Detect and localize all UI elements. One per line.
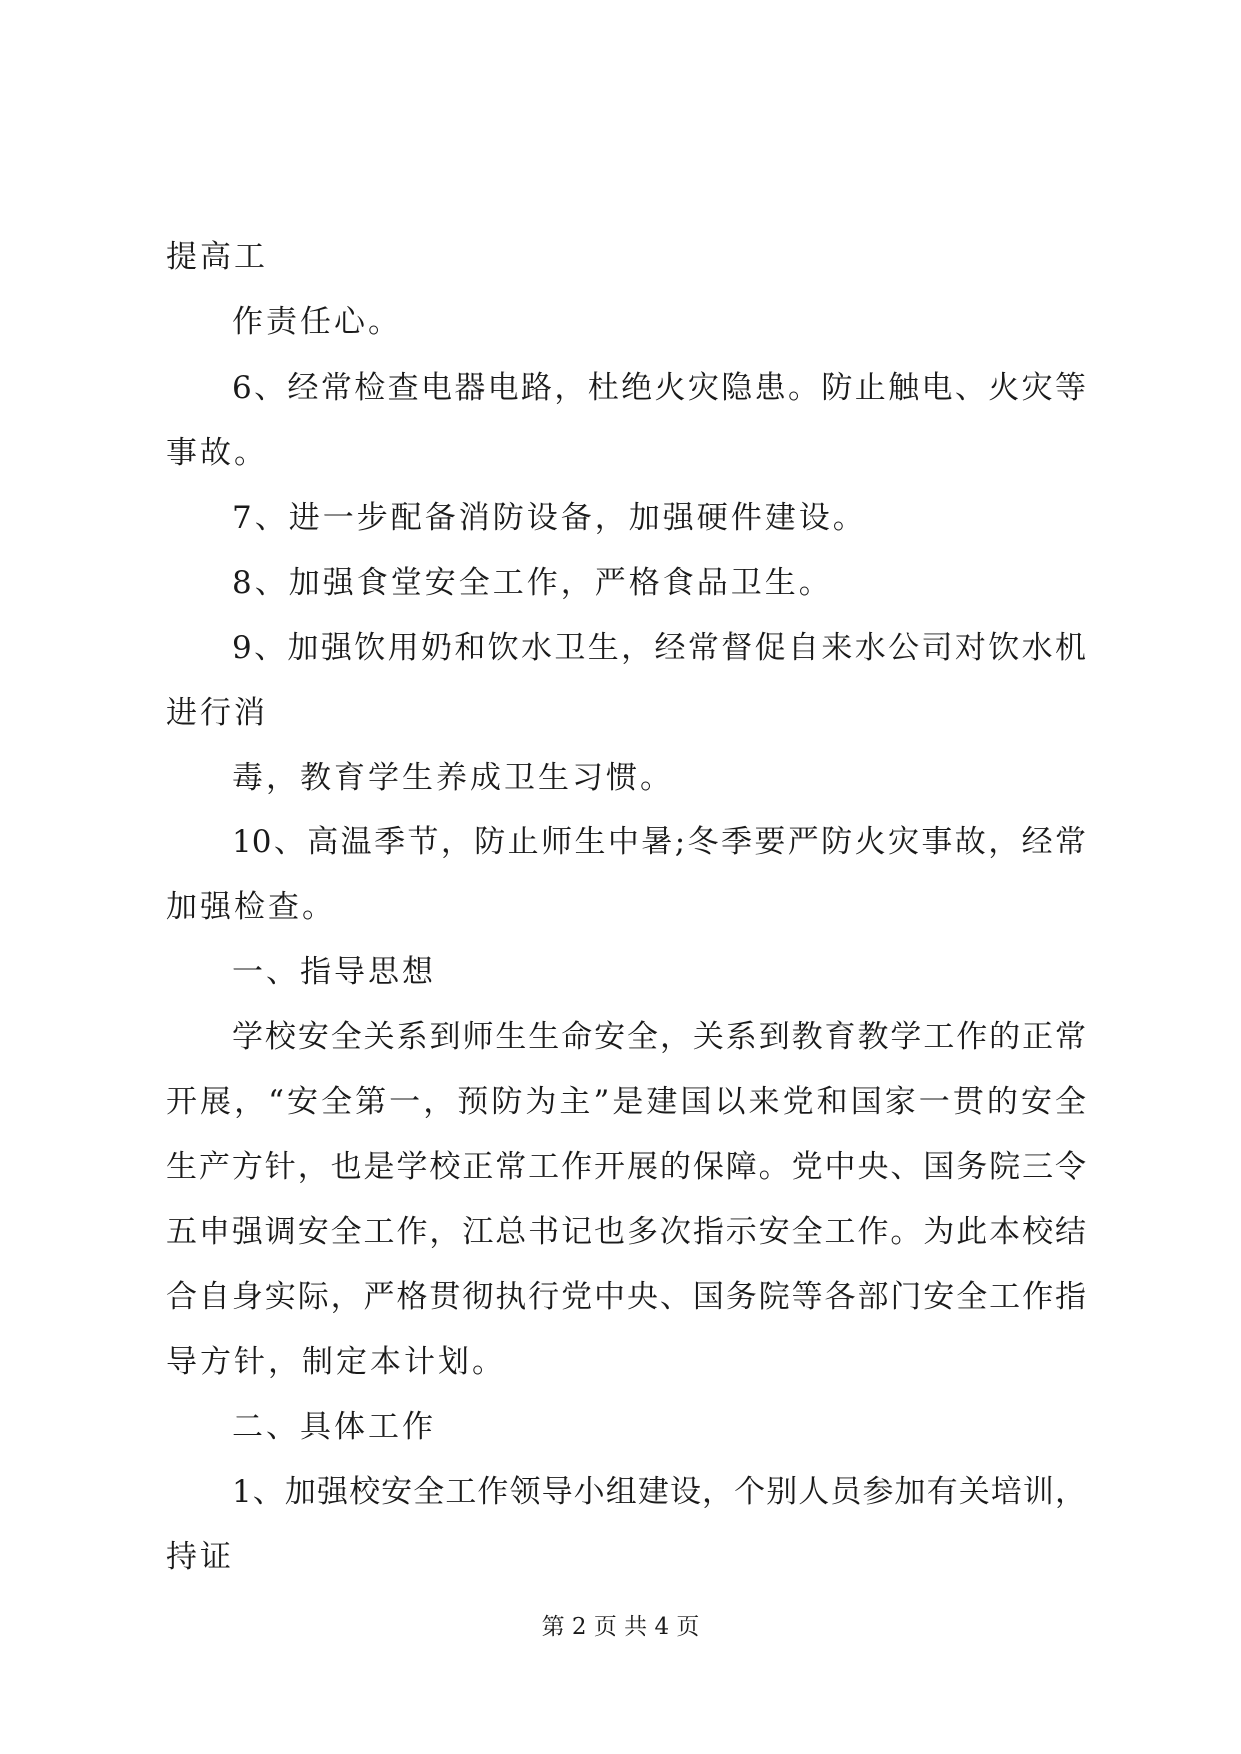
text-line: 作责任心。: [232, 304, 402, 340]
text-line: 加强检查。: [166, 889, 336, 925]
text-line: 7、进一步配备消防设备，加强硬件建设。: [232, 500, 867, 536]
section-heading: 二、具体工作: [232, 1409, 436, 1445]
page-footer: 第 2 页 共 4 页: [541, 1614, 700, 1640]
text-line: 事故。: [166, 435, 268, 471]
text-line: 合自身实际，严格贯彻执行党中央、国务院等各部门安全工作指: [166, 1279, 1086, 1315]
text-line: 导方针，制定本计划。: [166, 1344, 506, 1380]
text-line: 生产方针，也是学校正常工作开展的保障。党中央、国务院三令: [166, 1149, 1086, 1185]
text-line: 五申强调安全工作，江总书记也多次指示安全工作。为此本校结: [166, 1214, 1086, 1250]
text-line: 8、加强食堂安全工作，严格食品卫生。: [232, 565, 833, 601]
text-line: 进行消: [166, 695, 268, 731]
text-line: 10、高温季节，防止师生中暑;冬季要严防火灾事故，经常: [232, 824, 1086, 860]
text-line: 提高工: [166, 239, 268, 275]
text-line: 学校安全关系到师生生命安全，关系到教育教学工作的正常: [232, 1019, 1086, 1055]
text-line: 1、加强校安全工作领导小组建设，个别人员参加有关培训，: [232, 1474, 1086, 1510]
text-line: 毒，教育学生养成卫生习惯。: [232, 760, 674, 796]
text-line: 9、加强饮用奶和饮水卫生，经常督促自来水公司对饮水机: [232, 630, 1086, 666]
text-line: 6、经常检查电器电路，杜绝火灾隐患。防止触电、火灾等: [232, 370, 1086, 406]
section-heading: 一、指导思想: [232, 954, 436, 990]
text-line: 开展，“安全第一，预防为主”是建国以来党和国家一贯的安全: [166, 1084, 1086, 1120]
text-line: 持证: [166, 1539, 234, 1575]
